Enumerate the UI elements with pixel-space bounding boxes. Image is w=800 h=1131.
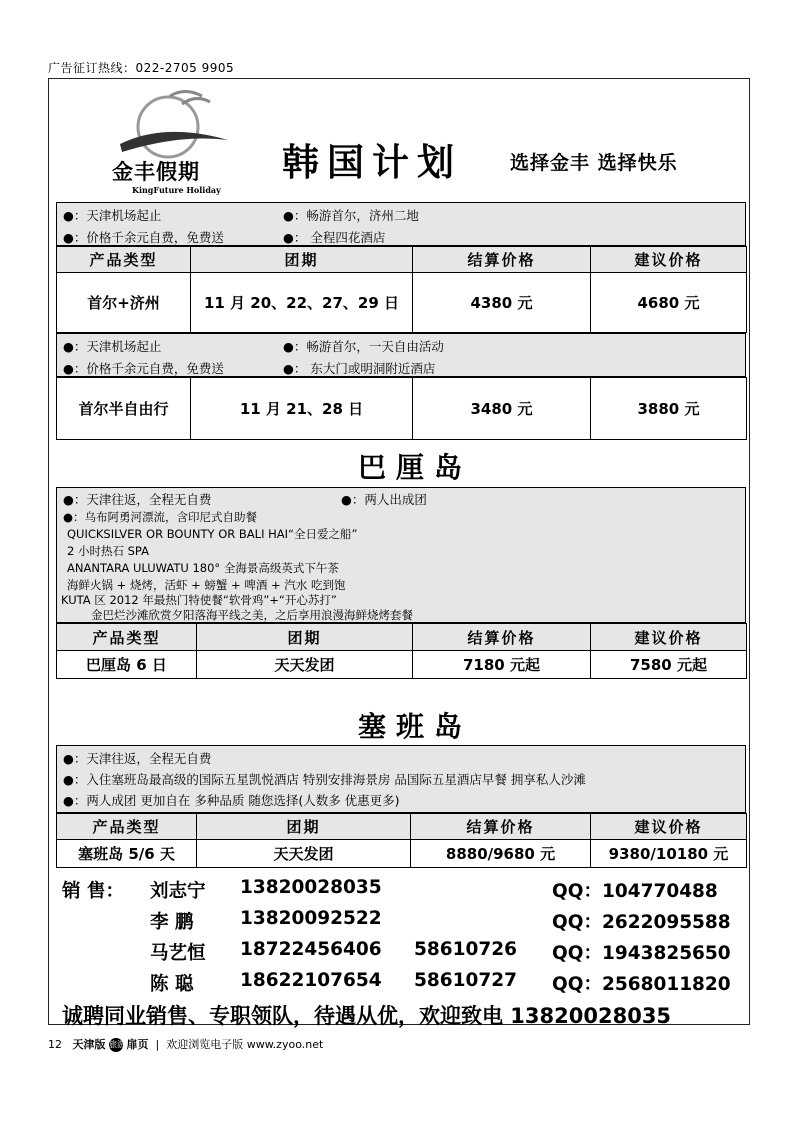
table-row [57,651,747,679]
contact-name: 刘志宁 [150,881,206,902]
korea-plan1-info [56,202,746,246]
saipan-info [56,745,746,813]
info-item: 2 小时热石 SPA [67,544,149,558]
table-cell: 7580 元起 [591,651,747,679]
contact-qq: QQ：2568011820 [552,974,731,995]
table-header: 结算价格 [413,624,591,651]
info-item: 海鲜火锅 + 烧烤，活虾 + 螃蟹 + 啤酒 + 汽水 吃到饱 [67,578,346,592]
info-item: ●：入住塞班岛最高级的国际五星凯悦酒店 特别安排海景房 品国际五星酒店早餐 拥享私人沙滩 [63,772,586,787]
table-row [57,840,747,868]
bali-table [56,623,747,679]
contact-qq: QQ：104770488 [552,881,718,902]
slogan: 选择金丰 选择快乐 [510,152,678,174]
contact-name: 马艺恒 [150,943,206,964]
info-item: ●：天津往返，全程无自费 [63,492,212,507]
info-item: ●：两人成团 更加自在 多种品质 随您选择(人数多 优惠更多) [63,793,400,808]
edition-label: 天津版 [72,1038,106,1051]
table-header: 建议价格 [591,247,747,273]
table-cell: 4680 元 [591,273,747,333]
info-item: ●：价格千余元自费，免费送 [63,361,224,376]
contact-name: 李 鹏 [150,912,194,933]
brand-name-en: KingFuture Holiday [132,185,221,195]
table-cell: 3880 元 [591,378,747,440]
contact-phone: 58610726 [414,939,517,960]
contact-name: 陈 聪 [150,974,194,995]
info-item: ●： 全程四花酒店 [283,230,386,245]
travel-badge-icon: 旅游 [109,1038,123,1052]
table-header-row [57,247,747,273]
contact-mobile: 18622107654 [240,970,382,991]
info-item: ●：价格千余元自费，免费送 [63,230,224,245]
info-item: ●：天津往返，全程无自费 [63,751,212,766]
contact-mobile: 13820092522 [240,908,382,929]
table-header: 产品类型 [57,814,197,840]
korea-plan2-info [56,333,746,377]
sales-label: 销 售： [62,881,124,902]
table-row [57,378,747,440]
table-header: 团期 [191,247,413,273]
info-item: KUTA 区 2012 年最热门特使餐“软骨鸡”+“开心苏打” [61,593,337,607]
korea-title: 韩国计划 [282,141,462,184]
table-cell: 11 月 21、28 日 [191,378,413,440]
table-cell: 8880/9680 元 [411,840,591,868]
table-header: 结算价格 [413,247,591,273]
saipan-table [56,813,747,868]
contact-qq: QQ：1943825650 [552,943,731,964]
info-item: 金巴烂沙滩欣赏夕阳落海平线之美，之后享用浪漫海鲜烧烤套餐 [91,608,413,622]
info-item: ANANTARA ULUWATU 180° 全海景高级英式下午茶 [67,561,339,575]
info-item: ●：天津机场起止 [63,208,162,223]
table-cell: 3480 元 [413,378,591,440]
table-cell: 首尔+济州 [57,273,191,333]
table-cell: 天天发团 [197,840,411,868]
saipan-title: 塞班岛 [358,710,473,743]
contact-qq: QQ：2622095588 [552,912,731,933]
ad-hotline: 广告征订热线：022-2705 9905 [48,61,235,75]
table-cell: 塞班岛 5/6 天 [57,840,197,868]
contact-phone: 58610727 [414,970,517,991]
table-header: 团期 [197,624,413,651]
info-item: QUICKSILVER OR BOUNTY OR BALI HAI“全日爱之船” [67,527,358,541]
info-item: ●：畅游首尔，济州二地 [283,208,419,223]
bali-info [56,487,746,623]
section-label: 扉页 [126,1038,149,1051]
table-cell: 首尔半自由行 [57,378,191,440]
table-header: 建议价格 [591,814,747,840]
info-item: ●：两人出成团 [341,492,427,507]
online-link[interactable]: 欢迎浏览电子版 www.zyoo.net [166,1038,324,1051]
table-header: 团期 [197,814,411,840]
info-item: ●： 东大门或明洞附近酒店 [283,361,436,376]
contact-mobile: 13820028035 [240,877,382,898]
table-cell: 天天发团 [197,651,413,679]
korea-plan1-table [56,246,747,333]
recruit-banner: 诚聘同业销售、专职领队，待遇从优，欢迎致电 13820028035 [62,1004,672,1028]
info-item: ●：畅游首尔，一天自由活动 [283,339,444,354]
info-item: ●：乌布阿勇河漂流，含印尼式自助餐 [63,510,258,524]
table-header: 建议价格 [591,624,747,651]
table-cell: 7180 元起 [413,651,591,679]
table-header: 产品类型 [57,247,191,273]
brand-name-cn: 金丰假期 [112,160,200,184]
table-row [57,273,747,333]
table-cell: 9380/10180 元 [591,840,747,868]
table-header-row [57,624,747,651]
table-cell: 巴厘岛 6 日 [57,651,197,679]
table-header: 产品类型 [57,624,197,651]
table-header-row [57,814,747,840]
contact-mobile: 18722456406 [240,939,382,960]
bali-title: 巴厘岛 [358,451,473,484]
table-cell: 4380 元 [413,273,591,333]
page-number: 12 [48,1038,62,1051]
page-footer: 12 天津版 旅游 扉页 | 欢迎浏览电子版 www.zyoo.net [48,1038,324,1051]
korea-plan2-table [56,377,747,440]
info-item: ●：天津机场起止 [63,339,162,354]
table-header: 结算价格 [411,814,591,840]
table-cell: 11 月 20、22、27、29 日 [191,273,413,333]
